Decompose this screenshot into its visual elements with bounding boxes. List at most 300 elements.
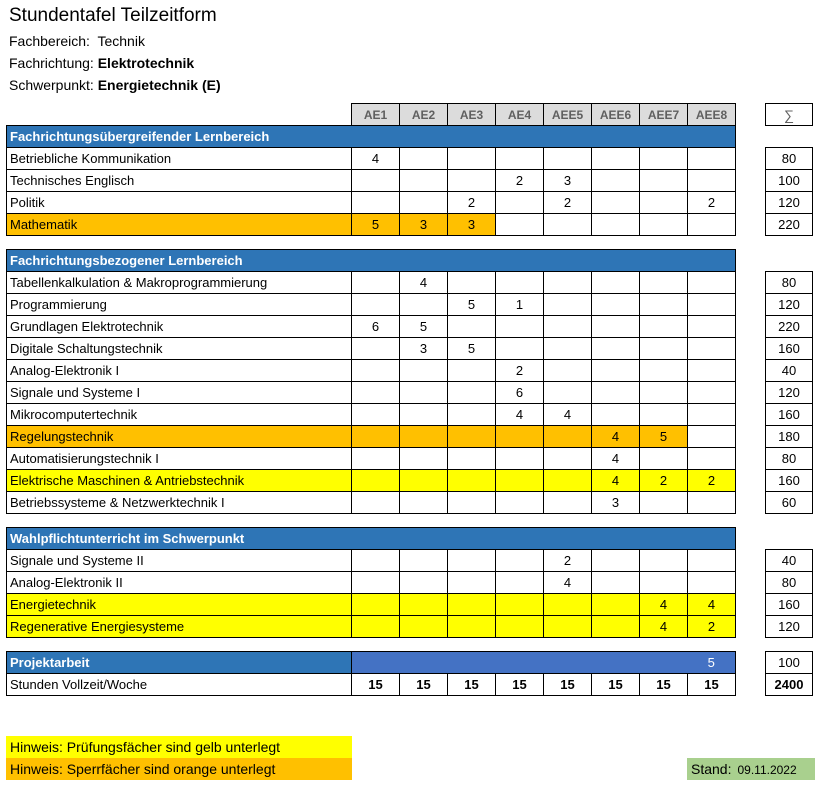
fachrichtung-label: Fachrichtung:: [9, 55, 94, 71]
hours-cell: [448, 616, 496, 638]
hours-cell: [448, 572, 496, 594]
spacer-cell: [352, 236, 400, 250]
hours-cell: [496, 338, 544, 360]
table-row: [7, 170, 813, 192]
hours-cell: [400, 492, 448, 514]
hours-cell: [544, 316, 592, 338]
hours-cell: 2: [688, 192, 736, 214]
gap: [736, 192, 766, 214]
hours-cell: [400, 572, 448, 594]
projekt-bar-cell: [544, 652, 592, 674]
spacer-cell: [496, 514, 544, 528]
hours-cell: 3: [544, 170, 592, 192]
section-spacer: [7, 236, 813, 250]
hours-cell: [496, 448, 544, 470]
table-row: [7, 316, 813, 338]
projekt-row: [7, 652, 813, 674]
hours-cell: [640, 316, 688, 338]
table-row: [7, 404, 813, 426]
projekt-bar-cell: [640, 652, 688, 674]
spacer-cell: [400, 638, 448, 652]
subject-name: Technisches Englisch: [7, 170, 352, 192]
hours-cell: [688, 572, 736, 594]
sum-cell: 160: [766, 470, 813, 492]
hours-cell: [352, 192, 400, 214]
hours-cell: [400, 616, 448, 638]
hours-cell: 2: [688, 616, 736, 638]
sum-cell: 120: [766, 192, 813, 214]
hours-cell: [496, 492, 544, 514]
stand-label: Stand:: [691, 761, 732, 777]
schwerpunkt-line: [9, 77, 221, 93]
section-header-row: [7, 126, 813, 148]
sum-cell: 220: [766, 214, 813, 236]
total-name: Stunden Vollzeit/Woche: [7, 674, 352, 696]
spacer-cell: [736, 638, 766, 652]
total-cell: 15: [496, 674, 544, 696]
hours-cell: 6: [496, 382, 544, 404]
hours-cell: 5: [448, 294, 496, 316]
spacer-cell: [640, 236, 688, 250]
hours-cell: 4: [592, 448, 640, 470]
spacer-cell: [688, 236, 736, 250]
fachrichtung-value: Elektrotechnik: [97, 55, 195, 71]
column-header: AEE7: [640, 104, 688, 126]
schwerpunkt-label: Schwerpunkt:: [9, 77, 94, 93]
projekt-bar-cell: [352, 652, 400, 674]
table-row: [7, 550, 813, 572]
hours-cell: [496, 148, 544, 170]
spacer-cell: [688, 638, 736, 652]
hours-cell: [352, 272, 400, 294]
section-header-row: [7, 250, 813, 272]
gap: [736, 616, 766, 638]
spacer-cell: [736, 236, 766, 250]
section-header-row: [7, 528, 813, 550]
subject-name: Energietechnik: [7, 594, 352, 616]
blank: [766, 528, 813, 550]
hours-cell: [592, 192, 640, 214]
page-title: Stundentafel Teilzeitform: [9, 5, 217, 26]
spacer-cell: [7, 236, 352, 250]
total-cell: 15: [592, 674, 640, 696]
total-cell: 15: [448, 674, 496, 696]
hours-cell: [352, 360, 400, 382]
hours-cell: [544, 426, 592, 448]
subject-name: Betriebssysteme & Netzwerktechnik I: [7, 492, 352, 514]
subject-name: Grundlagen Elektrotechnik: [7, 316, 352, 338]
spacer-cell: [496, 236, 544, 250]
subject-name: Signale und Systeme II: [7, 550, 352, 572]
hours-cell: [592, 404, 640, 426]
spacer-cell: [688, 514, 736, 528]
projekt-bar-cell: 5: [688, 652, 736, 674]
hours-cell: [400, 192, 448, 214]
column-header: AE2: [400, 104, 448, 126]
gap: [736, 404, 766, 426]
spacer-cell: [736, 514, 766, 528]
gap: [736, 550, 766, 572]
schwerpunkt-value: Energietechnik (E): [97, 77, 221, 93]
column-header: AE4: [496, 104, 544, 126]
subject-name: Analog-Elektronik II: [7, 572, 352, 594]
hours-cell: 4: [640, 616, 688, 638]
hours-cell: [544, 448, 592, 470]
hours-cell: [640, 214, 688, 236]
hours-cell: [400, 594, 448, 616]
hours-cell: [640, 360, 688, 382]
hours-cell: [352, 170, 400, 192]
column-header: AE1: [352, 104, 400, 126]
subject-name: Automatisierungstechnik I: [7, 448, 352, 470]
hint-yellow: Hinweis: Prüfungsfächer sind gelb unterlegt: [6, 736, 352, 758]
gap: [736, 382, 766, 404]
hours-cell: 2: [544, 550, 592, 572]
hours-cell: 3: [448, 214, 496, 236]
hours-cell: [544, 360, 592, 382]
hours-cell: [688, 448, 736, 470]
table-row: [7, 426, 813, 448]
hours-cell: [400, 426, 448, 448]
spacer-cell: [544, 638, 592, 652]
hours-cell: [688, 382, 736, 404]
table-row: [7, 470, 813, 492]
hours-cell: [352, 294, 400, 316]
hours-cell: [448, 170, 496, 192]
total-sum: 2400: [766, 674, 813, 696]
hours-cell: [352, 382, 400, 404]
hours-cell: [400, 148, 448, 170]
subject-name: Tabellenkalkulation & Makroprogrammierung: [7, 272, 352, 294]
table-row: [7, 594, 813, 616]
hours-cell: [592, 594, 640, 616]
projekt-name: Projektarbeit: [7, 652, 352, 674]
table-row: [7, 272, 813, 294]
hours-cell: 2: [544, 192, 592, 214]
table-row: [7, 294, 813, 316]
subject-name: Regenerative Energiesysteme: [7, 616, 352, 638]
subject-name: Politik: [7, 192, 352, 214]
sum-header: ∑: [766, 104, 813, 126]
gap: [736, 572, 766, 594]
hours-cell: 4: [592, 470, 640, 492]
gap: [736, 652, 766, 674]
subject-name: Analog-Elektronik I: [7, 360, 352, 382]
hours-cell: 2: [688, 470, 736, 492]
sum-cell: 160: [766, 404, 813, 426]
gap: [736, 360, 766, 382]
projekt-bar-cell: [592, 652, 640, 674]
spacer-cell: [766, 514, 813, 528]
hours-cell: 4: [352, 148, 400, 170]
total-cell: 15: [400, 674, 448, 696]
column-header: AEE5: [544, 104, 592, 126]
hours-cell: [592, 272, 640, 294]
sum-cell: 120: [766, 616, 813, 638]
sum-cell: 80: [766, 572, 813, 594]
hours-cell: [640, 192, 688, 214]
gap: [736, 214, 766, 236]
hours-cell: 2: [640, 470, 688, 492]
hours-cell: 2: [448, 192, 496, 214]
gap: [736, 338, 766, 360]
hours-cell: [352, 448, 400, 470]
hours-cell: [352, 470, 400, 492]
hours-cell: [688, 404, 736, 426]
column-header: AEE6: [592, 104, 640, 126]
hours-cell: [640, 272, 688, 294]
hours-cell: [352, 616, 400, 638]
table-row: [7, 148, 813, 170]
table-row: [7, 192, 813, 214]
hours-cell: [496, 616, 544, 638]
sum-cell: 80: [766, 148, 813, 170]
spacer-cell: [400, 514, 448, 528]
sum-cell: 40: [766, 550, 813, 572]
hours-cell: 4: [496, 404, 544, 426]
hours-cell: [400, 382, 448, 404]
hours-cell: [592, 616, 640, 638]
hours-cell: [640, 572, 688, 594]
spacer-cell: [640, 638, 688, 652]
hours-cell: [496, 426, 544, 448]
total-cell: 15: [352, 674, 400, 696]
subject-name: Mathematik: [7, 214, 352, 236]
hours-cell: [400, 470, 448, 492]
hours-cell: 3: [400, 214, 448, 236]
hours-cell: [592, 360, 640, 382]
hours-cell: 5: [640, 426, 688, 448]
hours-cell: [544, 492, 592, 514]
spacer-cell: [352, 514, 400, 528]
hours-cell: [688, 316, 736, 338]
hours-cell: [592, 316, 640, 338]
spacer-cell: [592, 514, 640, 528]
stand-box: [687, 758, 815, 780]
hours-cell: [400, 550, 448, 572]
hint-orange: Hinweis: Sperrfächer sind orange unterlegt: [6, 758, 352, 780]
hours-cell: [448, 550, 496, 572]
hours-cell: [496, 214, 544, 236]
column-header: AE3: [448, 104, 496, 126]
spacer-cell: [592, 638, 640, 652]
hours-cell: [688, 170, 736, 192]
column-header-row: [7, 104, 813, 126]
hours-cell: [592, 214, 640, 236]
total-cell: 15: [688, 674, 736, 696]
spacer-cell: [544, 514, 592, 528]
subject-name: Betriebliche Kommunikation: [7, 148, 352, 170]
fachbereich-line: [9, 33, 145, 49]
table-row: [7, 572, 813, 594]
hours-cell: [688, 492, 736, 514]
hours-cell: [688, 272, 736, 294]
hours-cell: [688, 338, 736, 360]
hours-cell: [448, 426, 496, 448]
hours-cell: [688, 426, 736, 448]
subject-name: Digitale Schaltungstechnik: [7, 338, 352, 360]
hours-cell: [544, 148, 592, 170]
sum-cell: 120: [766, 294, 813, 316]
spacer-cell: [640, 514, 688, 528]
gap: [736, 528, 766, 550]
section-title: Fachrichtungsübergreifender Lernbereich: [7, 126, 736, 148]
hours-cell: [352, 572, 400, 594]
hours-cell: [688, 148, 736, 170]
spacer-cell: [592, 236, 640, 250]
hours-cell: [496, 594, 544, 616]
blank: [766, 250, 813, 272]
gap: [736, 294, 766, 316]
sum-cell: 80: [766, 448, 813, 470]
hours-cell: [592, 148, 640, 170]
hours-cell: [544, 214, 592, 236]
total-row: [7, 674, 813, 696]
section-spacer: [7, 514, 813, 528]
hours-cell: [400, 360, 448, 382]
hours-cell: [640, 148, 688, 170]
spacer-cell: [7, 638, 352, 652]
hours-cell: [352, 404, 400, 426]
spacer-cell: [448, 638, 496, 652]
hours-cell: [640, 338, 688, 360]
hours-cell: [688, 360, 736, 382]
hours-cell: [400, 448, 448, 470]
gap: [736, 316, 766, 338]
projekt-bar-cell: [448, 652, 496, 674]
column-header: AEE8: [688, 104, 736, 126]
spacer-cell: [7, 514, 352, 528]
hours-cell: [400, 170, 448, 192]
hours-cell: 4: [400, 272, 448, 294]
hours-cell: [640, 170, 688, 192]
hours-cell: 4: [592, 426, 640, 448]
table-row: [7, 214, 813, 236]
hours-cell: [544, 272, 592, 294]
fachrichtung-line: [9, 55, 194, 71]
hours-cell: [592, 572, 640, 594]
gap: [736, 448, 766, 470]
hours-cell: [496, 192, 544, 214]
hours-cell: [448, 272, 496, 294]
gap: [736, 104, 766, 126]
hours-cell: [400, 294, 448, 316]
hours-cell: [400, 404, 448, 426]
projekt-bar-cell: [400, 652, 448, 674]
hours-cell: [496, 316, 544, 338]
hours-cell: [688, 294, 736, 316]
subject-name: Programmierung: [7, 294, 352, 316]
table-row: [7, 448, 813, 470]
hours-cell: [448, 360, 496, 382]
hours-cell: [496, 272, 544, 294]
table-row: [7, 338, 813, 360]
hours-cell: [640, 448, 688, 470]
hours-cell: [496, 572, 544, 594]
hours-cell: 4: [688, 594, 736, 616]
sum-cell: 160: [766, 338, 813, 360]
sum-cell: 120: [766, 382, 813, 404]
hours-cell: [640, 294, 688, 316]
spacer-cell: [766, 236, 813, 250]
hours-cell: [544, 382, 592, 404]
hours-cell: 5: [448, 338, 496, 360]
section-title: Fachrichtungsbezogener Lernbereich: [7, 250, 736, 272]
spacer-cell: [448, 514, 496, 528]
table-row: [7, 360, 813, 382]
hours-cell: [448, 470, 496, 492]
hours-cell: [592, 382, 640, 404]
subject-name: Signale und Systeme I: [7, 382, 352, 404]
hours-cell: 3: [400, 338, 448, 360]
table-row: [7, 616, 813, 638]
gap: [736, 170, 766, 192]
sum-cell: 100: [766, 170, 813, 192]
hours-cell: [544, 294, 592, 316]
hours-cell: 1: [496, 294, 544, 316]
sum-cell: 100: [766, 652, 813, 674]
hours-cell: 4: [544, 404, 592, 426]
sum-cell: 40: [766, 360, 813, 382]
hours-cell: 4: [544, 572, 592, 594]
blank: [766, 126, 813, 148]
subject-name: Elektrische Maschinen & Antriebstechnik: [7, 470, 352, 492]
hours-cell: [448, 316, 496, 338]
hours-cell: [688, 214, 736, 236]
spacer-cell: [544, 236, 592, 250]
spacer-cell: [352, 638, 400, 652]
gap: [736, 426, 766, 448]
hours-cell: [448, 448, 496, 470]
hours-cell: [688, 550, 736, 572]
hours-cell: [496, 550, 544, 572]
stundentafel-table: [6, 103, 813, 696]
total-cell: 15: [544, 674, 592, 696]
hours-cell: [448, 148, 496, 170]
hours-cell: [592, 170, 640, 192]
sum-cell: 60: [766, 492, 813, 514]
section-title: Wahlpflichtunterricht im Schwerpunkt: [7, 528, 736, 550]
hours-cell: [352, 550, 400, 572]
table-row: [7, 382, 813, 404]
hours-cell: [448, 594, 496, 616]
hours-cell: [592, 550, 640, 572]
sum-cell: 160: [766, 594, 813, 616]
spacer-cell: [400, 236, 448, 250]
hours-cell: [640, 382, 688, 404]
sum-cell: 180: [766, 426, 813, 448]
hours-cell: [352, 338, 400, 360]
hours-cell: [448, 492, 496, 514]
hours-cell: [640, 404, 688, 426]
hours-cell: [544, 470, 592, 492]
hours-cell: 5: [400, 316, 448, 338]
hours-cell: [448, 404, 496, 426]
hours-cell: 4: [640, 594, 688, 616]
hours-cell: 3: [592, 492, 640, 514]
gap: [736, 594, 766, 616]
spacer-cell: [448, 236, 496, 250]
gap: [736, 674, 766, 696]
hours-cell: [544, 594, 592, 616]
total-cell: 15: [640, 674, 688, 696]
hours-cell: [352, 594, 400, 616]
hours-cell: [448, 382, 496, 404]
section-spacer: [7, 638, 813, 652]
hours-cell: [544, 616, 592, 638]
subject-name: Mikrocomputertechnik: [7, 404, 352, 426]
fachbereich-value: Technik: [97, 33, 145, 49]
